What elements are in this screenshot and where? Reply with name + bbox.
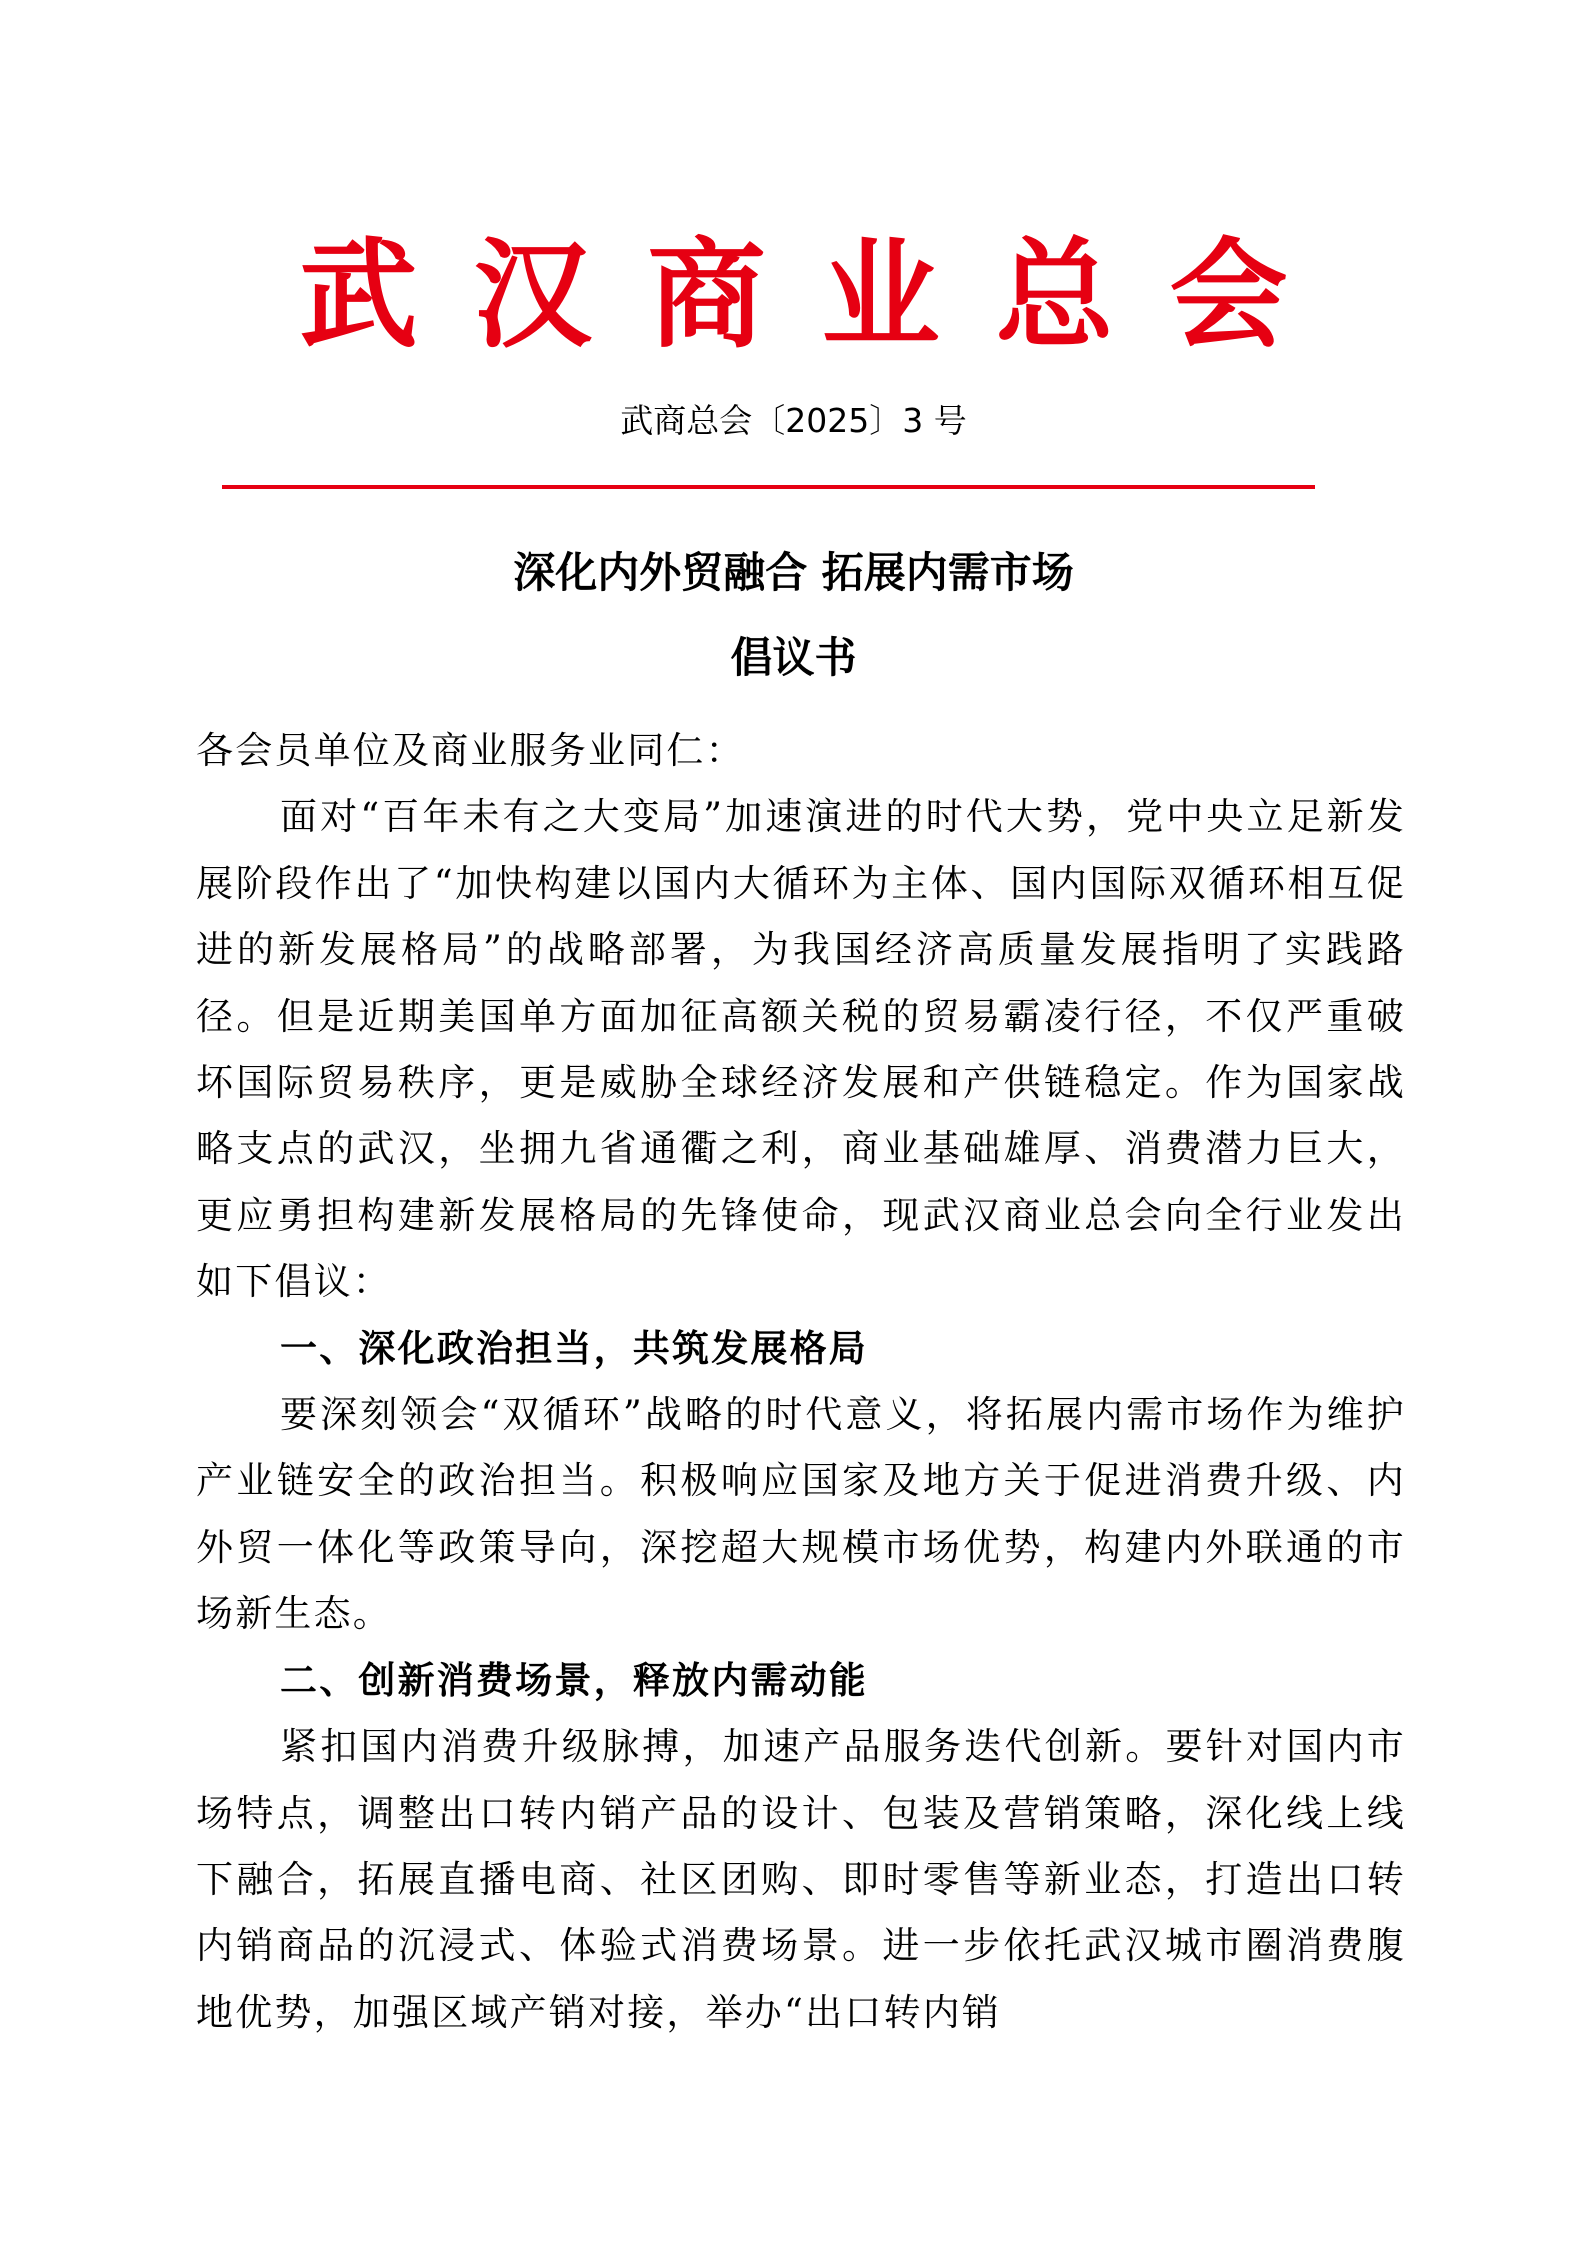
intro-paragraph: 面对“百年未有之大变局”加速演进的时代大势，党中央立足新发展阶段作出了“加快构建以国内大循环为主体、国内国际双循环相互促进的新发展格局”的战略部署，为我国经济高质量发展指明了实践路径。但是近期美国单方面加征高额关税的贸易霸凌行径，不仅严重破坏国际贸易秩序，更是威胁全球经济发展和产供链稳定。作为国家战略支点的武汉，坐拥九省通衢之利，商业基础雄厚、消费潜力巨大，更应勇担构建新发展格局的先锋使命，现武汉商业总会向全行业发出如下倡议： (196, 795, 1406, 1304)
section-paragraph-1: 要深刻领会“双循环”战略的时代意义，将拓展内需市场作为维护产业链安全的政治担当。积极响应国家及地方关于促进消费升级、内外贸一体化等政策导向，深挖超大规模市场优势，构建内外联通的市场新生态。 (196, 1393, 1406, 1636)
document-body (196, 718, 1406, 2046)
section-heading-1: 一、深化政治担当，共筑发展格局 (280, 1326, 868, 1370)
document-number: 武商总会〔2025〕3 号 (620, 401, 967, 440)
document-title: 深化内外贸融合 拓展内需市场 (513, 548, 1074, 597)
section-heading-2: 二、创新消费场景，释放内需动能 (280, 1658, 868, 1702)
salutation: 各会员单位及商业服务业同仁： (196, 729, 745, 772)
section-paragraph-2: 紧扣国内消费升级脉搏，加速产品服务迭代创新。要针对国内市场特点，调整出口转内销产品的设计、包装及营销策略，深化线上线下融合，拓展直播电商、社区团购、即时零售等新业态，打造出口转内销商品的沉浸式、体验式消费场景。进一步依托武汉城市圈消费腹地优势，加强区域产销对接，举办“出口转内销 (196, 1725, 1406, 2034)
document-subtitle: 倡议书 (730, 633, 857, 682)
masthead-title: 武汉商业总会 (299, 225, 1344, 364)
red-divider-rule (222, 485, 1315, 489)
